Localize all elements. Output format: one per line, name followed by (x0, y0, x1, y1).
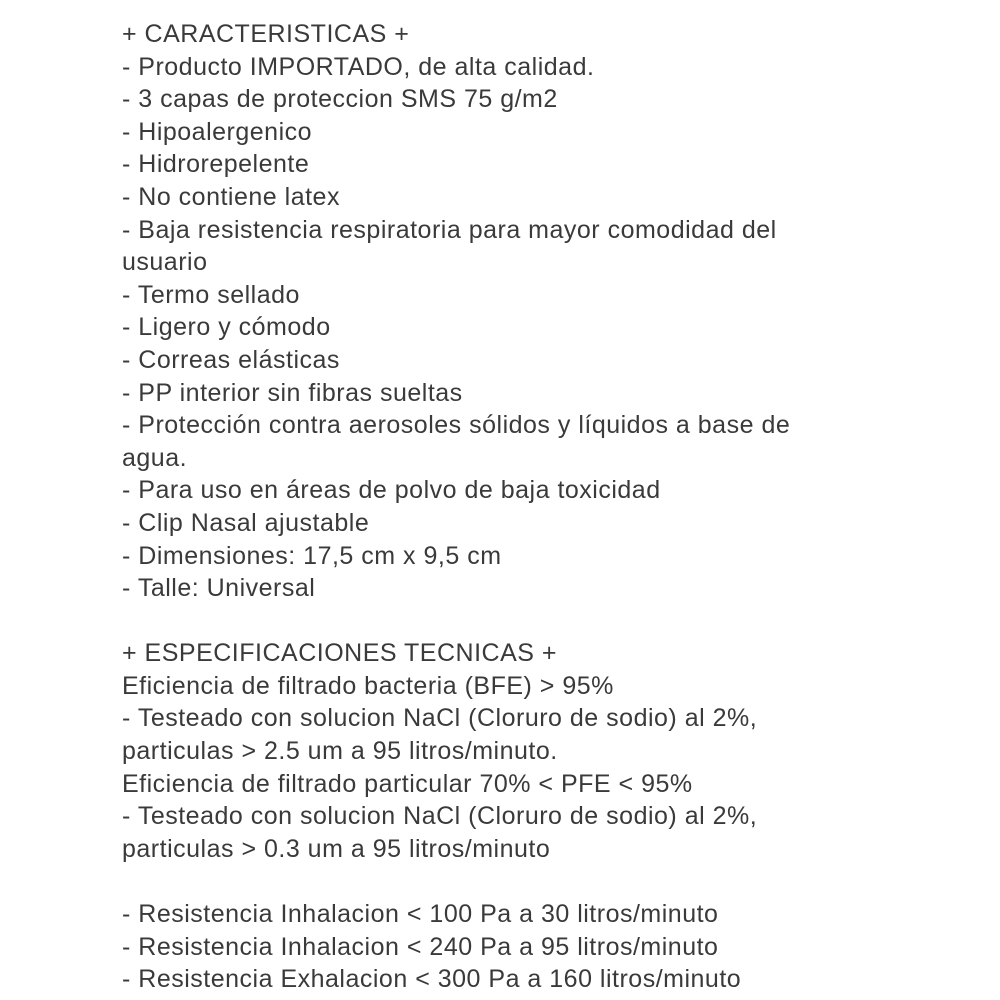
text-line: particulas > 0.3 um a 95 litros/minuto (122, 834, 551, 863)
text-line (122, 605, 790, 638)
text-line: - Protección contra aerosoles sólidos y líquidos a base de (122, 411, 791, 440)
text-line: - Resistencia Exhalacion < 300 Pa a 160 litros/minuto (122, 965, 742, 994)
text-line: agua. (122, 443, 188, 472)
text-line: - Para uso en áreas de polvo de baja toxicidad (122, 476, 661, 505)
text-line: - Testeado con solucion NaCl (Cloruro de sodio) al 2%, (122, 704, 758, 733)
text-line: - Resistencia Inhalacion < 100 Pa a 30 litros/minuto (122, 900, 719, 929)
text-line: - PP interior sin fibras sueltas (122, 378, 463, 407)
text-line: - Termo sellado (122, 280, 300, 309)
text-line: - 3 capas de proteccion SMS 75 g/m2 (122, 85, 558, 114)
text-line: - Resistencia Inhalacion < 240 Pa a 95 litros/minuto (122, 932, 719, 961)
text-line: usuario (122, 248, 208, 277)
text-line: - Baja resistencia respiratoria para mayor comodidad del (122, 215, 777, 244)
text-line: - Hidrorepelente (122, 150, 310, 179)
text-line: Eficiencia de filtrado particular 70% < PFE < 95% (122, 769, 693, 798)
product-description (122, 18, 790, 996)
text-line: - Testeado con solucion NaCl (Cloruro de sodio) al 2%, (122, 802, 758, 831)
text-line: - Hipoalergenico (122, 117, 313, 146)
text-line: particulas > 2.5 um a 95 litros/minuto. (122, 737, 558, 766)
text-line: - Dimensiones: 17,5 cm x 9,5 cm (122, 541, 502, 570)
text-line: - Ligero y cómodo (122, 313, 331, 342)
text-line: + CARACTERISTICAS + (122, 20, 410, 48)
text-line: - Clip Nasal ajustable (122, 508, 370, 537)
text-line: - Talle: Universal (122, 574, 316, 603)
text-line: - Producto IMPORTADO, de alta calidad. (122, 52, 595, 81)
text-line (122, 865, 790, 898)
text-line: + ESPECIFICACIONES TECNICAS + (122, 639, 557, 668)
text-line: - No contiene latex (122, 182, 340, 211)
text-line: - Correas elásticas (122, 345, 340, 374)
text-line: Eficiencia de filtrado bacteria (BFE) > 95% (122, 671, 614, 700)
